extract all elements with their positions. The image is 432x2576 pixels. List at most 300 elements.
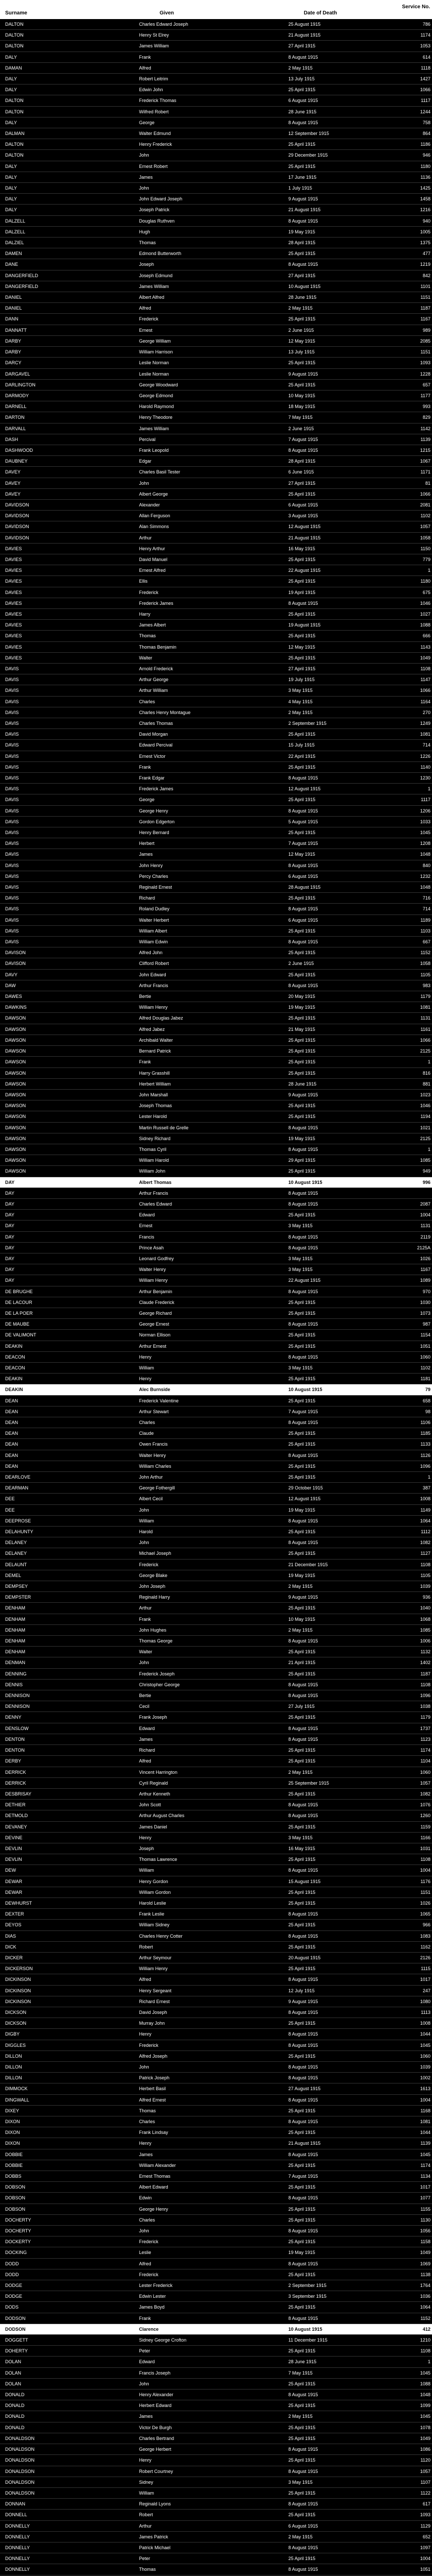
cell-given: Francis xyxy=(139,1234,154,1240)
cell-service-no: 1108 xyxy=(420,1562,430,1567)
cell-surname: DICKER xyxy=(5,1955,23,1960)
cell-date-of-death: 25 April 1915 xyxy=(288,2425,316,2430)
cell-date-of-death: 19 August 1915 xyxy=(288,622,321,628)
cell-given: Edwin John xyxy=(139,87,163,93)
cell-given: Alfred xyxy=(139,2261,151,2266)
cell-surname: DANNATT xyxy=(5,327,27,333)
cell-date-of-death: 8 August 1915 xyxy=(288,1813,318,1819)
cell-surname: DAVIS xyxy=(5,819,19,824)
cell-surname: DETHIER xyxy=(5,1802,26,1808)
cell-surname: DAVIS xyxy=(5,732,19,737)
cell-date-of-death: 8 August 1915 xyxy=(288,939,318,945)
cell-date-of-death: 25 April 1915 xyxy=(288,2556,316,2562)
cell-date-of-death: 8 August 1915 xyxy=(288,1234,318,1240)
cell-given: Victor De Burgh xyxy=(139,2425,172,2430)
cell-service-no: 1060 xyxy=(420,2053,430,2059)
cell-date-of-death: 25 April 1915 xyxy=(288,972,316,977)
cell-given: John xyxy=(139,185,149,191)
cell-surname: DODGE xyxy=(5,2283,23,2289)
cell-date-of-death: 10 August 1915 xyxy=(288,2326,322,2332)
cell-date-of-death: 25 April 1915 xyxy=(288,316,316,322)
cell-surname: DONALD xyxy=(5,2392,25,2398)
cell-given: Ernest Robert xyxy=(139,163,168,169)
cell-surname: DICKERSON xyxy=(5,1966,33,1972)
cell-surname: DOBBS xyxy=(5,2174,22,2179)
cell-given: Alfred Ernest xyxy=(139,2097,166,2103)
cell-service-no: 1048 xyxy=(420,852,430,857)
cell-service-no: 1057 xyxy=(420,2468,430,2474)
cell-given: Lester Harold xyxy=(139,1114,167,1120)
cell-given: Richard xyxy=(139,1748,155,1753)
cell-service-no: 1139 xyxy=(420,436,430,442)
cell-service-no: 1107 xyxy=(420,2479,430,2485)
cell-given: Alfred xyxy=(139,1977,151,1982)
cell-surname: DOLAN xyxy=(5,2359,22,2365)
cell-date-of-death: 25 April 1915 xyxy=(288,579,316,584)
cell-given: Robert Leitrim xyxy=(139,76,168,82)
cell-surname: DAY xyxy=(5,1267,14,1273)
cell-service-no: 1066 xyxy=(420,87,430,93)
cell-given: Arthur Francis xyxy=(139,982,168,988)
cell-surname: DALY xyxy=(5,174,17,180)
cell-surname: DARNELL xyxy=(5,404,27,410)
cell-service-no: 675 xyxy=(422,589,430,595)
cell-service-no: 1 xyxy=(427,568,430,573)
cell-service-no: 666 xyxy=(422,633,430,639)
cell-given: Walter Herbert xyxy=(139,917,169,923)
cell-surname: DAVIS xyxy=(5,753,19,759)
cell-surname: DALY xyxy=(5,163,17,169)
cell-surname: DAWES xyxy=(5,994,22,999)
cell-date-of-death: 25 April 1915 xyxy=(288,2184,316,2190)
cell-service-no: 2087 xyxy=(420,1201,430,1207)
cell-given: Frank xyxy=(139,1059,151,1065)
cell-given: Edward xyxy=(139,1725,155,1731)
cell-service-no: 477 xyxy=(422,251,430,257)
cell-service-no: 1093 xyxy=(420,360,430,366)
cell-service-no: 1136 xyxy=(420,174,430,180)
cell-surname: DEAN xyxy=(5,1420,19,1425)
cell-date-of-death: 6 August 1915 xyxy=(288,917,318,923)
cell-date-of-death: 8 August 1915 xyxy=(288,1452,318,1458)
cell-service-no: 881 xyxy=(422,1081,430,1087)
cell-service-no: 716 xyxy=(422,895,430,901)
table-row xyxy=(0,991,432,1002)
cell-surname: DAVIS xyxy=(5,885,19,890)
cell-surname: DAVIS xyxy=(5,709,19,715)
cell-service-no: 1152 xyxy=(420,2315,430,2321)
cell-service-no: 1105 xyxy=(420,972,430,977)
table-row xyxy=(0,1931,432,1942)
cell-surname: DALTON xyxy=(5,43,24,49)
cell-service-no: 1058 xyxy=(420,535,430,540)
cell-surname: DODD xyxy=(5,2261,19,2266)
cell-given: Albert George xyxy=(139,491,168,497)
cell-service-no: 1120 xyxy=(420,2458,430,2463)
cell-given: Herbert William xyxy=(139,1081,171,1087)
cell-service-no: 1 xyxy=(427,1146,430,1152)
cell-given: John Edward xyxy=(139,972,166,977)
table-row xyxy=(0,2466,432,2477)
cell-date-of-death: 8 August 1915 xyxy=(288,1725,318,1731)
cell-given: Arthur Benjamin xyxy=(139,1289,172,1294)
cell-service-no: 1189 xyxy=(420,917,430,923)
cell-service-no: 1031 xyxy=(420,1845,430,1851)
cell-date-of-death: 22 April 1915 xyxy=(288,753,316,759)
table-row xyxy=(0,1909,432,1920)
table-row xyxy=(0,1057,432,1067)
cell-date-of-death: 25 April 1915 xyxy=(288,1529,316,1535)
cell-surname: DAY xyxy=(5,1278,14,1283)
cell-given: George Edmond xyxy=(139,393,174,398)
cell-service-no: 1187 xyxy=(420,306,430,311)
cell-date-of-death: 25 April 1915 xyxy=(288,2490,316,2496)
cell-given: Alfred xyxy=(139,1758,151,1764)
table-row xyxy=(0,1942,432,1953)
cell-given: James Daniel xyxy=(139,1824,167,1829)
cell-date-of-death: 2 June 1915 xyxy=(288,426,314,431)
cell-given: Henry Frederick xyxy=(139,142,172,147)
cell-given: David Morgan xyxy=(139,732,168,737)
cell-surname: DILLON xyxy=(5,2064,22,2070)
table-row xyxy=(0,2149,432,2160)
cell-service-no: 842 xyxy=(422,273,430,278)
cell-surname: DAW xyxy=(5,982,16,988)
cell-surname: DAVIES xyxy=(5,589,22,595)
cell-date-of-death: 25 April 1915 xyxy=(288,732,316,737)
table-row xyxy=(0,1046,432,1057)
cell-given: Walter xyxy=(139,1649,152,1655)
cell-service-no: 658 xyxy=(422,1398,430,1403)
cell-service-no: 983 xyxy=(422,982,430,988)
cell-service-no: 1164 xyxy=(420,699,430,704)
cell-given: Frank xyxy=(139,54,151,60)
cell-surname: DENNIS xyxy=(5,1682,23,1687)
cell-date-of-death: 21 May 1915 xyxy=(288,1026,316,1032)
cell-date-of-death: 8 August 1915 xyxy=(288,218,318,224)
cell-date-of-death: 25 September 1915 xyxy=(288,1780,330,1786)
table-row xyxy=(0,19,432,30)
cell-date-of-death: 28 June 1915 xyxy=(288,2359,317,2365)
table-row xyxy=(0,1024,432,1035)
table-row xyxy=(0,2083,432,2094)
cell-surname: DIAS xyxy=(5,1933,16,1939)
cell-surname: DANIEL xyxy=(5,306,22,311)
table-row xyxy=(0,1767,432,1778)
cell-date-of-death: 3 May 1915 xyxy=(288,1365,313,1370)
cell-date-of-death: 29 October 1915 xyxy=(288,1485,323,1491)
table-row xyxy=(0,2193,432,2204)
cell-given: Walter Henry xyxy=(139,1452,166,1458)
cell-surname: DONNELLY xyxy=(5,2534,30,2539)
cell-surname: DARTON xyxy=(5,415,25,420)
table-row xyxy=(0,161,432,172)
table-row xyxy=(0,238,432,248)
cell-service-no: 1168 xyxy=(420,2108,430,2113)
cell-surname: DAVIDSON xyxy=(5,502,29,507)
cell-surname: DE BRUGHE xyxy=(5,1289,33,1294)
cell-given: Arnold Frederick xyxy=(139,666,174,671)
table-row xyxy=(0,1068,432,1079)
cell-surname: DAY xyxy=(5,1201,14,1207)
cell-surname: DAVISON xyxy=(5,961,26,967)
cell-given: George Woodward xyxy=(139,382,178,387)
cell-date-of-death: 8 August 1915 xyxy=(288,1190,318,1196)
table-row xyxy=(0,1155,432,1166)
cell-surname: DEWAR xyxy=(5,1878,23,1884)
cell-date-of-death: 8 August 1915 xyxy=(288,54,318,60)
table-row xyxy=(0,2411,432,2422)
cell-service-no: 1002 xyxy=(420,2075,430,2081)
cell-service-no: 1027 xyxy=(420,611,430,617)
table-row xyxy=(0,674,432,685)
cell-service-no: 1096 xyxy=(420,1463,430,1469)
cell-date-of-death: 21 August 1915 xyxy=(288,2141,321,2146)
table-row xyxy=(0,1133,432,1144)
table-row xyxy=(0,664,432,674)
cell-surname: DAVIS xyxy=(5,895,19,901)
cell-date-of-death: 25 April 1915 xyxy=(288,2304,316,2310)
cell-given: John Marshall xyxy=(139,1092,168,1097)
cell-date-of-death: 8 August 1915 xyxy=(288,2567,318,2572)
table-row xyxy=(0,52,432,63)
cell-service-no: 1051 xyxy=(420,1343,430,1349)
cell-date-of-death: 21 December 1915 xyxy=(288,1562,328,1567)
cell-given: David Manuel xyxy=(139,556,168,562)
cell-surname: DEEPROSE xyxy=(5,1518,31,1523)
table-row xyxy=(0,445,432,456)
cell-service-no: 1226 xyxy=(420,753,430,759)
cell-given: William John xyxy=(139,1168,166,1174)
cell-date-of-death: 8 August 1915 xyxy=(288,2151,318,2157)
cell-surname: DICKSON xyxy=(5,2009,27,2015)
cell-service-no: 1152 xyxy=(420,950,430,956)
cell-given: Charles Henry Cotter xyxy=(139,1933,183,1939)
cell-date-of-death: 8 August 1915 xyxy=(288,808,318,814)
table-row xyxy=(0,41,432,52)
cell-date-of-death: 25 April 1915 xyxy=(288,360,316,366)
cell-service-no: 387 xyxy=(422,1485,430,1491)
cell-service-no: 1077 xyxy=(420,2195,430,2201)
cell-date-of-death: 25 April 1915 xyxy=(288,2130,316,2136)
cell-date-of-death: 8 August 1915 xyxy=(288,2447,318,2452)
cell-date-of-death: 2 May 1915 xyxy=(288,1627,313,1633)
cell-service-no: 1058 xyxy=(420,961,430,967)
table-row xyxy=(0,2455,432,2466)
cell-surname: DENHAM xyxy=(5,1649,26,1655)
table-row xyxy=(0,587,432,598)
cell-date-of-death: 25 April 1915 xyxy=(288,2021,316,2026)
table-row xyxy=(0,74,432,84)
cell-service-no: 936 xyxy=(422,1595,430,1600)
table-row xyxy=(0,947,432,958)
table-row xyxy=(0,2007,432,2018)
table-row xyxy=(0,1090,432,1100)
cell-date-of-death: 3 May 1915 xyxy=(288,688,313,693)
cell-given: Thomas xyxy=(139,240,156,246)
cell-service-no: 270 xyxy=(422,709,430,715)
cell-service-no: 1206 xyxy=(420,808,430,814)
table-row xyxy=(0,2499,432,2510)
cell-surname: DIGBY xyxy=(5,2031,20,2037)
cell-date-of-death: 13 July 1915 xyxy=(288,349,315,355)
cell-service-no: 1045 xyxy=(420,2151,430,2157)
cell-date-of-death: 8 August 1915 xyxy=(288,1911,318,1917)
cell-date-of-death: 28 June 1915 xyxy=(288,1081,317,1087)
table-row xyxy=(0,1537,432,1548)
table-row xyxy=(0,2182,432,2193)
cell-surname: DAVIES xyxy=(5,611,22,617)
cell-surname: DENHAM xyxy=(5,1638,26,1644)
cell-service-no: 1174 xyxy=(420,1748,430,1753)
cell-service-no: 987 xyxy=(422,1321,430,1327)
table-row xyxy=(0,281,432,292)
cell-service-no: 1080 xyxy=(420,1998,430,2004)
cell-given: George Fothergill xyxy=(139,1485,175,1491)
cell-given: Herbert Edward xyxy=(139,2403,172,2409)
cell-surname: DEMEL xyxy=(5,1572,22,1578)
table-row xyxy=(0,1625,432,1636)
cell-surname: DALZELL xyxy=(5,218,26,224)
cell-given: Leslie xyxy=(139,2250,151,2256)
table-row xyxy=(0,1734,432,1745)
cell-surname: DARLINGTON xyxy=(5,382,36,387)
cell-service-no: 1185 xyxy=(420,1431,430,1436)
cell-given: Reginald Harry xyxy=(139,1595,170,1600)
cell-date-of-death: 8 August 1915 xyxy=(288,1321,318,1327)
table-row xyxy=(0,1712,432,1723)
table-row xyxy=(0,882,432,893)
cell-date-of-death: 8 August 1915 xyxy=(288,2228,318,2234)
cell-date-of-death: 6 August 1915 xyxy=(288,2523,318,2529)
cell-given: Henry Bernard xyxy=(139,830,169,836)
cell-surname: DEW xyxy=(5,1868,16,1873)
cell-surname: DAVIS xyxy=(5,906,19,912)
cell-given: James xyxy=(139,852,153,857)
cell-date-of-death: 19 May 1915 xyxy=(288,2250,316,2256)
cell-service-no: 1033 xyxy=(420,819,430,824)
table-row xyxy=(0,2422,432,2433)
table-row xyxy=(0,2073,432,2083)
cell-given: James xyxy=(139,1736,153,1742)
cell-service-no: 1130 xyxy=(420,2217,430,2223)
cell-date-of-death: 2 September 1915 xyxy=(288,721,327,726)
table-row xyxy=(0,871,432,882)
cell-date-of-death: 25 April 1915 xyxy=(288,1922,316,1928)
table-row xyxy=(0,1865,432,1876)
cell-service-no: 1174 xyxy=(420,2162,430,2168)
table-row xyxy=(0,2291,432,2302)
cell-date-of-death: 8 August 1915 xyxy=(288,2075,318,2081)
cell-given: Frederick xyxy=(139,589,159,595)
table-row xyxy=(0,314,432,325)
table-row xyxy=(0,2062,432,2073)
cell-surname: DONALDSON xyxy=(5,2490,35,2496)
cell-date-of-death: 21 August 1915 xyxy=(288,207,321,213)
cell-service-no: 2126 xyxy=(420,1955,430,1960)
cell-given: Bertie xyxy=(139,1693,151,1699)
cell-date-of-death: 21 August 1915 xyxy=(288,535,321,540)
cell-date-of-death: 8 August 1915 xyxy=(288,2501,318,2507)
cell-date-of-death: 8 August 1915 xyxy=(288,2119,318,2124)
cell-date-of-death: 8 August 1915 xyxy=(288,982,318,988)
cell-given: Leslie Norman xyxy=(139,371,169,377)
cell-surname: DENNISON xyxy=(5,1693,30,1699)
cell-service-no: 1154 xyxy=(420,1332,430,1338)
cell-service-no: 1085 xyxy=(420,1627,430,1633)
cell-given: Frederick Joseph xyxy=(139,1671,175,1676)
cell-given: George Herbert xyxy=(139,2447,171,2452)
cell-surname: DEVLIN xyxy=(5,1857,22,1862)
cell-given: Arthur August Charles xyxy=(139,1813,185,1819)
cell-surname: DE LACOUR xyxy=(5,1299,32,1305)
cell-given: John Joseph xyxy=(139,1584,166,1589)
table-row xyxy=(0,1100,432,1111)
cell-surname: DAVIES xyxy=(5,644,22,650)
cell-surname: DAWSON xyxy=(5,1070,26,1076)
cell-service-no: 864 xyxy=(422,131,430,137)
cell-date-of-death: 5 August 1915 xyxy=(288,819,318,824)
cell-given: John Scott xyxy=(139,1802,161,1808)
table-row xyxy=(0,1657,432,1668)
cell-surname: DAVIS xyxy=(5,666,19,671)
cell-given: William Harold xyxy=(139,1158,169,1163)
cell-given: Edmond Butterworth xyxy=(139,251,182,257)
table-row xyxy=(0,2477,432,2488)
cell-surname: DINGWALL xyxy=(5,2097,29,2103)
cell-date-of-death: 25 April 1915 xyxy=(288,895,316,901)
cell-service-no: 989 xyxy=(422,327,430,333)
cell-given: Herbert xyxy=(139,841,155,846)
table-row xyxy=(0,1548,432,1559)
cell-date-of-death: 12 September 1915 xyxy=(288,131,330,137)
cell-given: Harold Leslie xyxy=(139,1900,166,1906)
table-row xyxy=(0,2259,432,2269)
cell-surname: DALTON xyxy=(5,32,24,38)
cell-date-of-death: 25 April 1915 xyxy=(288,1114,316,1120)
cell-surname: DAWSON xyxy=(5,1146,26,1152)
table-row xyxy=(0,391,432,401)
cell-service-no: 1069 xyxy=(420,2261,430,2266)
cell-date-of-death: 25 April 1915 xyxy=(288,1715,316,1720)
table-row xyxy=(0,642,432,653)
cell-given: Leslie Norman xyxy=(139,360,169,366)
cell-given: Henry Alexander xyxy=(139,2392,174,2398)
cell-surname: DAVIS xyxy=(5,764,19,770)
cell-given: Percy Charles xyxy=(139,873,168,879)
cell-surname: DILLON xyxy=(5,2075,22,2081)
cell-date-of-death: 25 April 1915 xyxy=(288,1649,316,1655)
cell-date-of-death: 25 April 1915 xyxy=(288,830,316,836)
table-row xyxy=(0,456,432,467)
cell-surname: DONNELL xyxy=(5,2512,27,2518)
cell-date-of-death: 25 April 1915 xyxy=(288,1015,316,1021)
table-row xyxy=(0,63,432,74)
cell-date-of-death: 3 May 1915 xyxy=(288,1223,313,1229)
table-row xyxy=(0,926,432,937)
cell-given: Arthur Kenneth xyxy=(139,1791,170,1797)
table-row xyxy=(0,849,432,860)
table-row xyxy=(0,2357,432,2367)
cell-given: Bernard Patrick xyxy=(139,1048,171,1054)
cell-given: Robert Courtney xyxy=(139,2468,174,2474)
cell-surname: DE VALIMONT xyxy=(5,1332,37,1338)
cell-given: Frank xyxy=(139,1616,151,1622)
cell-date-of-death: 25 April 1915 xyxy=(288,2348,316,2354)
table-row xyxy=(0,751,432,762)
cell-date-of-death: 8 August 1915 xyxy=(288,1693,318,1699)
cell-service-no: 1046 xyxy=(420,1103,430,1109)
